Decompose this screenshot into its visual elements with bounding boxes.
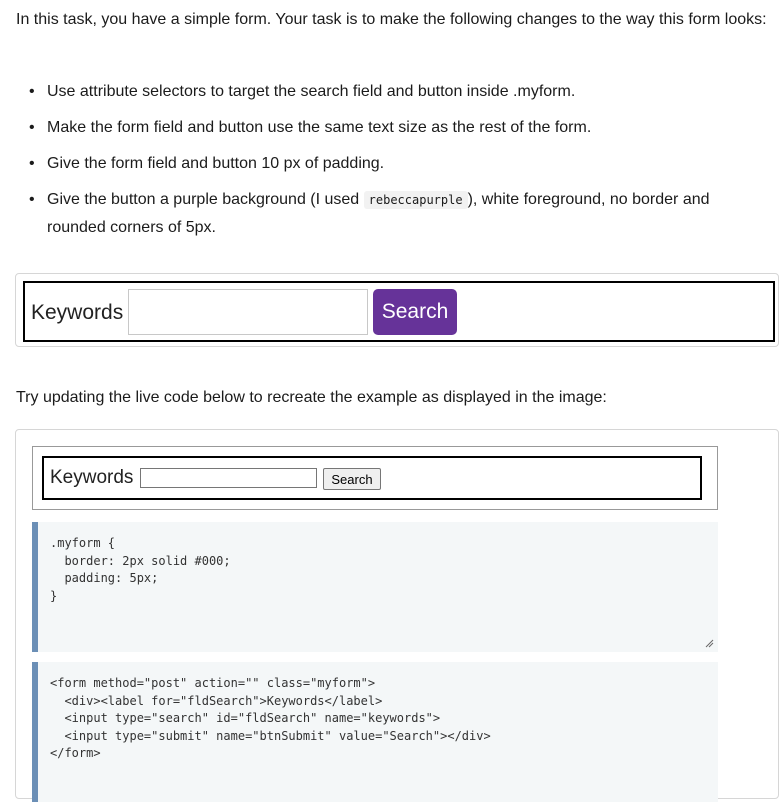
task-item bbox=[29, 150, 767, 178]
intro-paragraph: In this task, you have a simple form. Your task is to make the following changes to the way this form looks: bbox=[16, 11, 767, 28]
example-search-button: Search bbox=[373, 289, 457, 335]
code-line: <div><label for="fldSearch">Keywords</label> bbox=[50, 693, 383, 708]
bullet-icon: • bbox=[29, 119, 35, 136]
resize-handle-icon[interactable] bbox=[704, 638, 714, 648]
code-line: <input type="submit" name="btnSubmit" value="Search"></div> bbox=[50, 728, 491, 743]
task-item bbox=[29, 78, 767, 106]
search-input[interactable] bbox=[140, 468, 317, 488]
keywords-label[interactable]: Keywords bbox=[50, 467, 134, 488]
code-line: } bbox=[50, 588, 58, 603]
task-text: Give the form field and button 10 px of padding. bbox=[47, 155, 385, 172]
example-label: Keywords bbox=[31, 301, 124, 324]
code-line: <form method="post" action="" class="myform"> bbox=[50, 676, 376, 690]
bullet-icon: • bbox=[29, 155, 35, 172]
live-code-frame bbox=[15, 429, 779, 799]
example-form bbox=[23, 281, 775, 342]
task-text-after: ), white foreground, no border and rounded corners of 5px. bbox=[47, 191, 710, 236]
code-line: border: 2px solid #000; bbox=[50, 553, 231, 568]
live-output bbox=[32, 446, 718, 510]
example-image bbox=[15, 273, 779, 347]
code-line: padding: 5px; bbox=[50, 571, 159, 585]
bullet-icon: • bbox=[29, 83, 35, 100]
code-line: <input type="search" id="fldSearch" name="keywords"> bbox=[50, 711, 441, 725]
task-text-before: Give the button a purple background (I used bbox=[47, 191, 364, 208]
try-instructions: Try updating the live code below to recreate the example as displayed in the image: bbox=[16, 389, 607, 406]
css-editor[interactable] bbox=[32, 522, 718, 652]
live-form bbox=[42, 456, 702, 500]
task-text: Use attribute selectors to target the search field and button inside .myform. bbox=[47, 83, 576, 100]
example-search-field bbox=[128, 289, 368, 335]
bullet-icon: • bbox=[29, 191, 35, 208]
code-line: .myform { bbox=[50, 536, 116, 550]
task-item bbox=[29, 186, 767, 242]
html-editor[interactable] bbox=[32, 662, 718, 802]
search-button[interactable]: Search bbox=[323, 468, 381, 490]
task-item bbox=[29, 114, 767, 142]
task-text: Make the form field and button use the same text size as the rest of the form. bbox=[47, 119, 592, 136]
inline-code: rebeccapurple bbox=[364, 191, 468, 209]
code-line: </form> bbox=[50, 746, 101, 760]
